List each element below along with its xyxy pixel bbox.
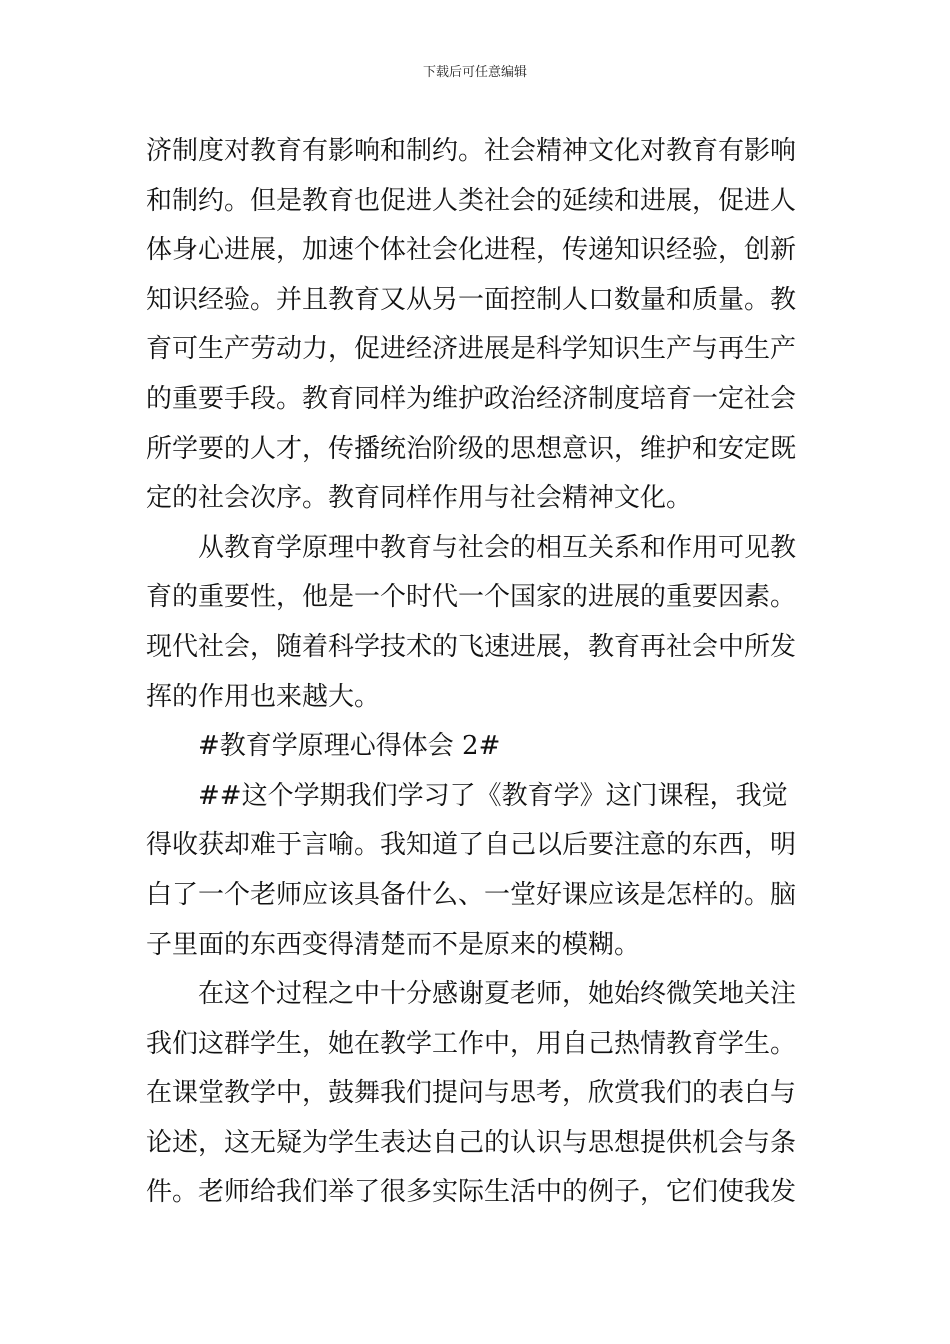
paragraph — [146, 127, 810, 524]
text-line: 我们这群学生，她在教学工作中，用自己热情教育学生。 — [146, 1028, 797, 1059]
text-line: 济制度对教育有影响和制约。社会精神文化对教育有影响 — [146, 136, 797, 166]
text-line: 育可生产劳动力，促进经济进展是科学知识生产与再生产 — [146, 334, 797, 365]
text-line: 体身心进展，加速个体社会化进程，传递知识经验，创新 — [146, 235, 797, 266]
text-line: 所学要的人才，传播统治阶级的思想意识，维护和安定既 — [146, 433, 797, 464]
text-line: 现代社会，随着科学技术的飞速进展，教育再社会中所发 — [146, 631, 797, 662]
text-line: 挥的作用也来越大。 — [146, 681, 381, 712]
text-line: 和制约。但是教育也促进人类社会的延续和进展，促进人 — [146, 185, 797, 216]
text-line: 定的社会次序。教育同样作用与社会精神文化。 — [146, 483, 693, 514]
text-line: #教育学原理心得体会 2# — [198, 731, 501, 762]
text-line: 了一个老师应该具备什么、一堂好课应该是怎样的。脑子 — [146, 879, 797, 960]
paragraph — [146, 970, 810, 1218]
paragraph — [146, 524, 810, 722]
paragraph — [146, 772, 810, 970]
header-text: 下载后可任意编辑 — [422, 65, 527, 80]
paragraph — [146, 722, 810, 772]
text-line: ##这个学期我们学习了《教育学》这门课程，我觉得 — [146, 780, 788, 861]
document-body — [146, 127, 810, 1218]
text-line: 里面的东西变得清楚而不是原来的模糊。 — [172, 929, 641, 960]
text-line: 论述，这无疑为学生表达自己的认识与思想提供机会与条 — [146, 1127, 797, 1158]
page-header — [0, 64, 950, 82]
text-line: 育的重要性，他是一个时代一个国家的进展的重要因素。 — [146, 582, 797, 613]
text-line: 的重要手段。教育同样为维护政治经济制度培育一定社会 — [146, 383, 797, 414]
text-line: 件。老师给我们举了很多实际生活中的例子，它们使我发 — [146, 1177, 797, 1208]
text-line: 在这个过程之中十分感谢夏老师，她始终微笑地关注 — [198, 979, 797, 1010]
text-line: 从教育学原理中教育与社会的相互关系和作用可见教 — [198, 532, 797, 563]
text-line: 在课堂教学中，鼓舞我们提问与思考，欣赏我们的表白与 — [146, 1078, 797, 1109]
text-line: 知识经验。并且教育又从另一面控制人口数量和质量。教 — [146, 284, 797, 315]
text-line: 收获却难于言喻。我知道了自己以后要注意的东西，明白 — [146, 830, 797, 910]
